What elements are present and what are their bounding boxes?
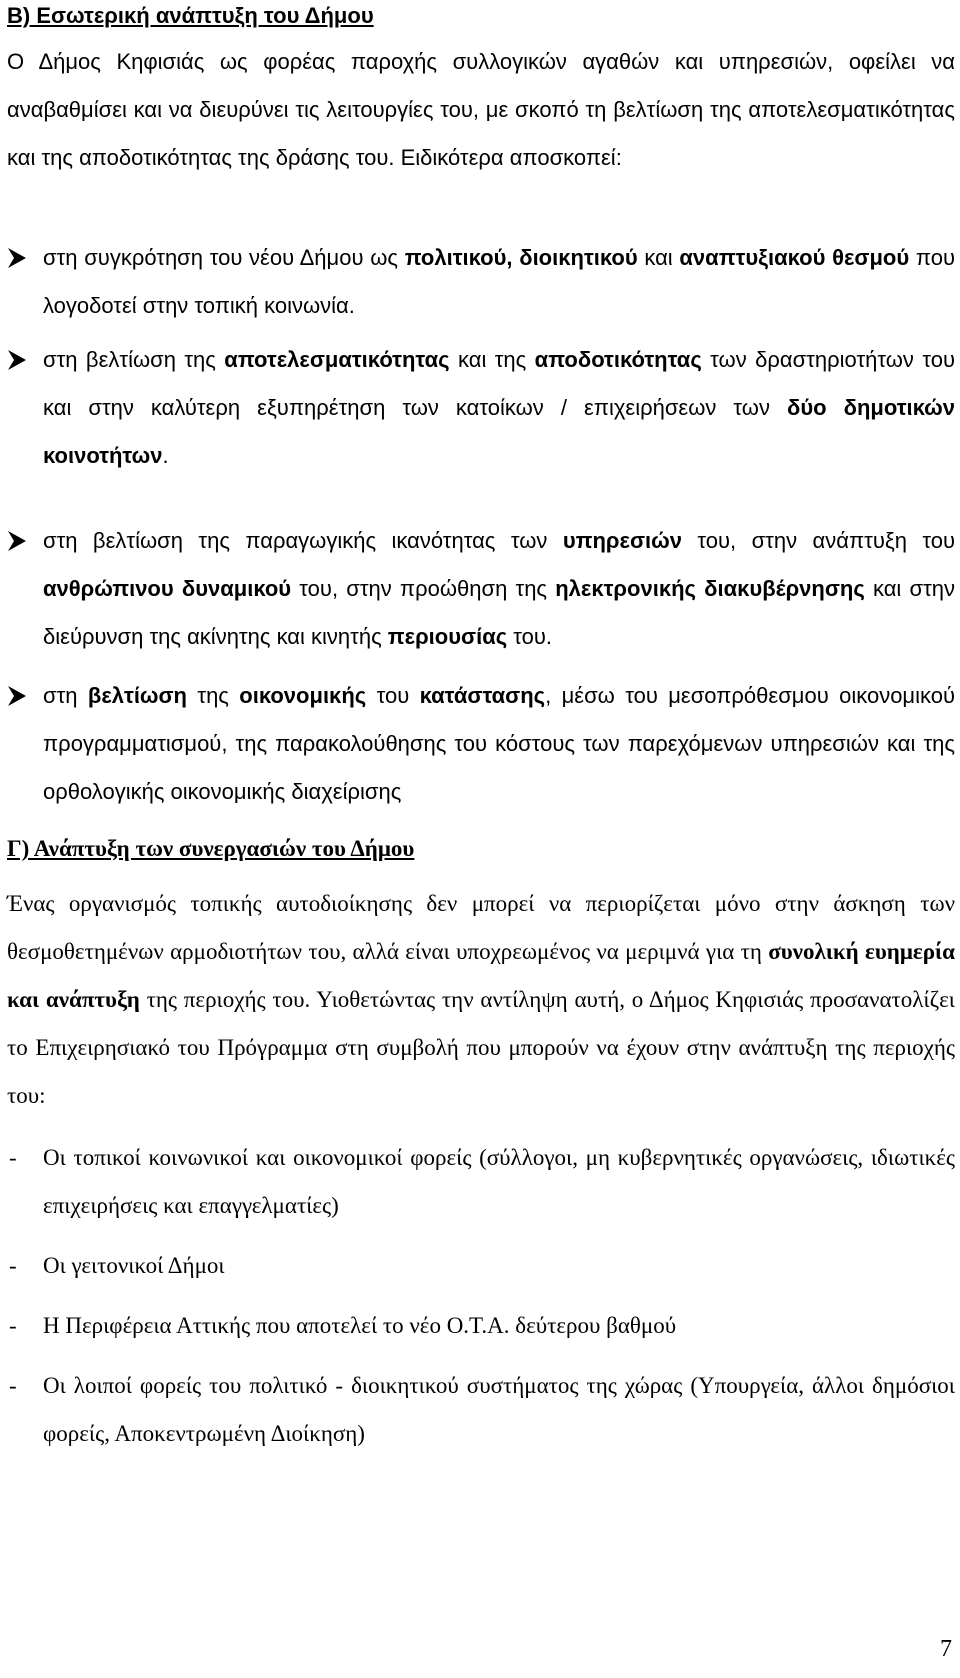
- bullet-text: στη συγκρότηση του νέου Δήμου ως πολιτικού, διοικητικού και αναπτυξιακού θεσμού που λογοδοτεί στην τοπική κοινωνία.: [43, 245, 956, 318]
- bullet-item: [7, 672, 955, 816]
- bullet-item: [7, 517, 955, 661]
- dash-item-text: Η Περιφέρεια Αττικής που αποτελεί το νέο Ο.Τ.Α. δεύτερου βαθμού: [43, 1313, 677, 1338]
- section-b-intro: Ο Δήμος Κηφισιάς ως φορέας παροχής συλλογικών αγαθών και υπηρεσιών, οφείλει να αναβαθμίσει και να διευρύνει τις λειτουργίες του, με σκοπό τη βελτίωση της αποτελεσματικότητας και της αποδοτικότητας της δράσης του. Ειδικότερα αποσκοπεί:: [7, 49, 955, 170]
- section-b-heading: Β) Εσωτερική ανάπτυξη του Δήμου: [7, 3, 374, 28]
- dash-marker: -: [9, 1253, 17, 1278]
- dash-list-item: [7, 1362, 955, 1458]
- dash-list-item: [7, 1242, 955, 1290]
- bullet-text: στη βελτίωση της αποτελεσματικότητας και της αποδοτικότητας των δραστηριοτήτων του και στην καλύτερη εξυπηρέτηση των κατοίκων / επιχειρήσεων των δύο δημοτικών κοινοτήτων.: [43, 347, 956, 468]
- bullet-text: στη βελτίωση της παραγωγικής ικανότητας των υπηρεσιών του, στην ανάπτυξη του ανθρώπινου δυναμικού του, στην προώθηση της ηλεκτρονικής διακυβέρνησης και στην διεύρυνση της ακίνητης και κινητής περιουσίας του.: [43, 528, 956, 649]
- dash-marker: -: [9, 1373, 17, 1398]
- arrowhead-bullet-icon: [7, 247, 27, 269]
- dash-item-text: Οι γειτονικοί Δήμοι: [43, 1253, 225, 1278]
- bullet-item: [7, 234, 955, 330]
- bullet-text: στη βελτίωση της οικονομικής του κατάστασης, μέσω του μεσοπρόθεσμου οικονομικού προγραμματισμού, της παρακολούθησης του κόστους των παρεχόμενων υπηρεσιών και της ορθολογικής οικονομικής διαχείρισης: [43, 683, 955, 804]
- arrowhead-bullet-icon: [7, 685, 27, 707]
- bullet-item: [7, 336, 955, 480]
- section-c-paragraph: Ένας οργανισμός τοπικής αυτοδιοίκησης δεν μπορεί να περιορίζεται μόνο στην άσκηση των θεσμοθετημένων αρμοδιοτήτων του, αλλά είναι υποχρεωμένος να μεριμνά για τη συνολική ευημερία και ανάπτυξη της περιοχής του. Υιοθετώντας την αντίληψη αυτή, ο Δήμος Κηφισιάς προσανατολίζει το Επιχειρησιακό του Πρόγραμμα στη συμβολή που μπορούν να έχουν στην ανάπτυξη της περιοχής του:: [7, 891, 955, 1108]
- arrowhead-bullet-icon: [7, 349, 27, 371]
- dash-item-text: Οι τοπικοί κοινωνικοί και οικονομικοί φορείς (σύλλογοι, μη κυβερνητικές οργανώσεις, ιδιωτικές επιχειρήσεις και επαγγελματίες): [43, 1145, 955, 1218]
- dash-item-text: Οι λοιποί φορείς του πολιτικό - διοικητικού συστήματος της χώρας (Υπουργεία, άλλοι δημόσιοι φορείς, Αποκεντρωμένη Διοίκηση): [43, 1373, 955, 1446]
- arrowhead-bullet-icon: [7, 530, 27, 552]
- dash-list-item: [7, 1302, 955, 1350]
- page-number: 7: [940, 1636, 952, 1662]
- dash-list-item: [7, 1134, 955, 1230]
- dash-marker: -: [9, 1145, 17, 1170]
- dash-marker: -: [9, 1313, 17, 1338]
- section-c-heading: Γ) Ανάπτυξη των συνεργασιών του Δήμου: [7, 836, 415, 861]
